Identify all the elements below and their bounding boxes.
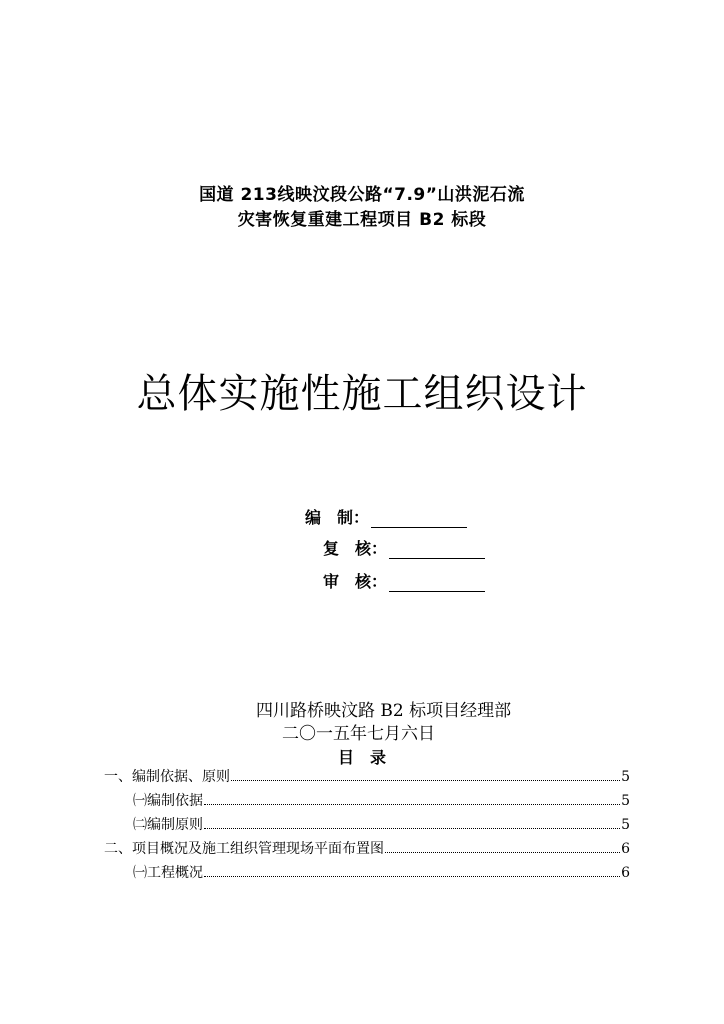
toc-entry-text: ㈠编制依据	[133, 793, 203, 809]
toc-leader-dots	[231, 780, 620, 781]
document-date: 二〇一五年七月六日	[282, 724, 435, 744]
toc-leader-dots	[204, 876, 620, 877]
document-title: 总体实施性施工组织设计	[136, 371, 588, 417]
signature-blank-line	[371, 509, 467, 528]
signature-row-compiler	[305, 506, 467, 528]
toc-entry[interactable]	[104, 838, 630, 858]
toc-page-number: 6	[621, 865, 630, 881]
toc-page-number: 5	[621, 769, 630, 785]
toc-page-number: 5	[621, 793, 630, 809]
toc-leader-dots	[385, 852, 620, 853]
signature-label: 复 核：	[323, 539, 388, 558]
toc-page-number: 5	[621, 817, 630, 833]
toc-leader-dots	[204, 828, 620, 829]
project-subtitle-line-2: 灾害恢复重建工程项目 B2 标段	[237, 210, 487, 230]
toc-leader-dots	[204, 804, 620, 805]
toc-heading: 目 录	[337, 748, 386, 767]
project-subtitle-line-1: 国道 213线映汶段公路“7.9”山洪泥石流	[199, 185, 525, 205]
toc-entry-text: ㈡编制原则	[133, 817, 203, 833]
signature-label: 审 核：	[323, 572, 388, 591]
toc-page-number: 6	[621, 841, 630, 857]
organization-name: 四川路桥映汶路 B2 标项目经理部	[256, 701, 512, 721]
signature-blank-line	[389, 573, 485, 592]
toc-entry[interactable]	[104, 766, 630, 786]
toc-entry-text: 二、项目概况及施工组织管理现场平面布置图	[104, 841, 384, 857]
toc-entry[interactable]	[133, 814, 630, 834]
toc-entry[interactable]	[133, 790, 630, 810]
toc-entry-text: 一、编制依据、原则	[104, 769, 230, 785]
signature-label: 编 制：	[305, 508, 370, 527]
signature-row-reviewer	[323, 537, 485, 559]
signature-blank-line	[389, 540, 485, 559]
signature-row-approver	[323, 570, 485, 592]
toc-entry-text: ㈠工程概况	[133, 865, 203, 881]
toc-entry[interactable]	[133, 862, 630, 882]
